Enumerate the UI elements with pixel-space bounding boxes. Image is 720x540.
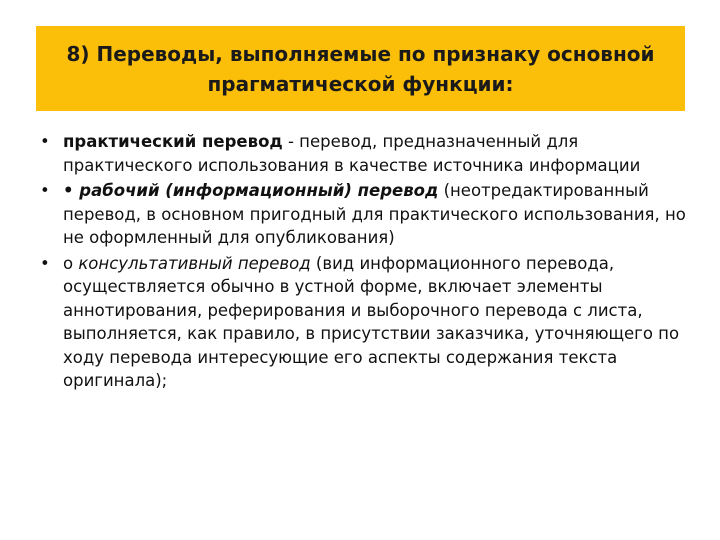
term-practical-translation: практический перевод bbox=[63, 132, 283, 151]
term-consultative-translation: консультативный перевод bbox=[78, 253, 311, 273]
bullet-marker: • bbox=[40, 253, 50, 273]
bullet-practical-translation bbox=[37, 130, 687, 177]
bullet-marker: • bbox=[40, 181, 50, 200]
definition-consultative-translation: (вид информационного перевода, осуществляется обычно в устной форме, включает элементы аннотирования, реферирования и выборочного перевода с листа, выполняется, как правило, в присутствии заказчика, уточняющего по ходу перевода интересующие его аспекты содержания текста оригинала); bbox=[63, 253, 680, 390]
term-working-translation: • рабочий (информационный) перевод bbox=[63, 181, 439, 200]
bullet-working-translation bbox=[37, 179, 687, 250]
definition-working-translation: (неотредактированный перевод, в основном пригодный для практического использования, но не оформленный для опубликования) bbox=[63, 181, 686, 247]
slide-content bbox=[37, 130, 687, 395]
bullet-marker: • bbox=[40, 132, 50, 151]
definition-practical-translation: - перевод, предназначенный для практического использования в качестве источника информации bbox=[63, 132, 641, 175]
prefix-consultative-translation: о bbox=[63, 253, 79, 273]
bullet-list bbox=[37, 130, 687, 393]
title-band bbox=[36, 26, 685, 111]
slide-title: 8) Переводы, выполняемые по признаку основной прагматической функции: bbox=[66, 41, 655, 96]
bullet-consultative-translation bbox=[37, 252, 687, 393]
